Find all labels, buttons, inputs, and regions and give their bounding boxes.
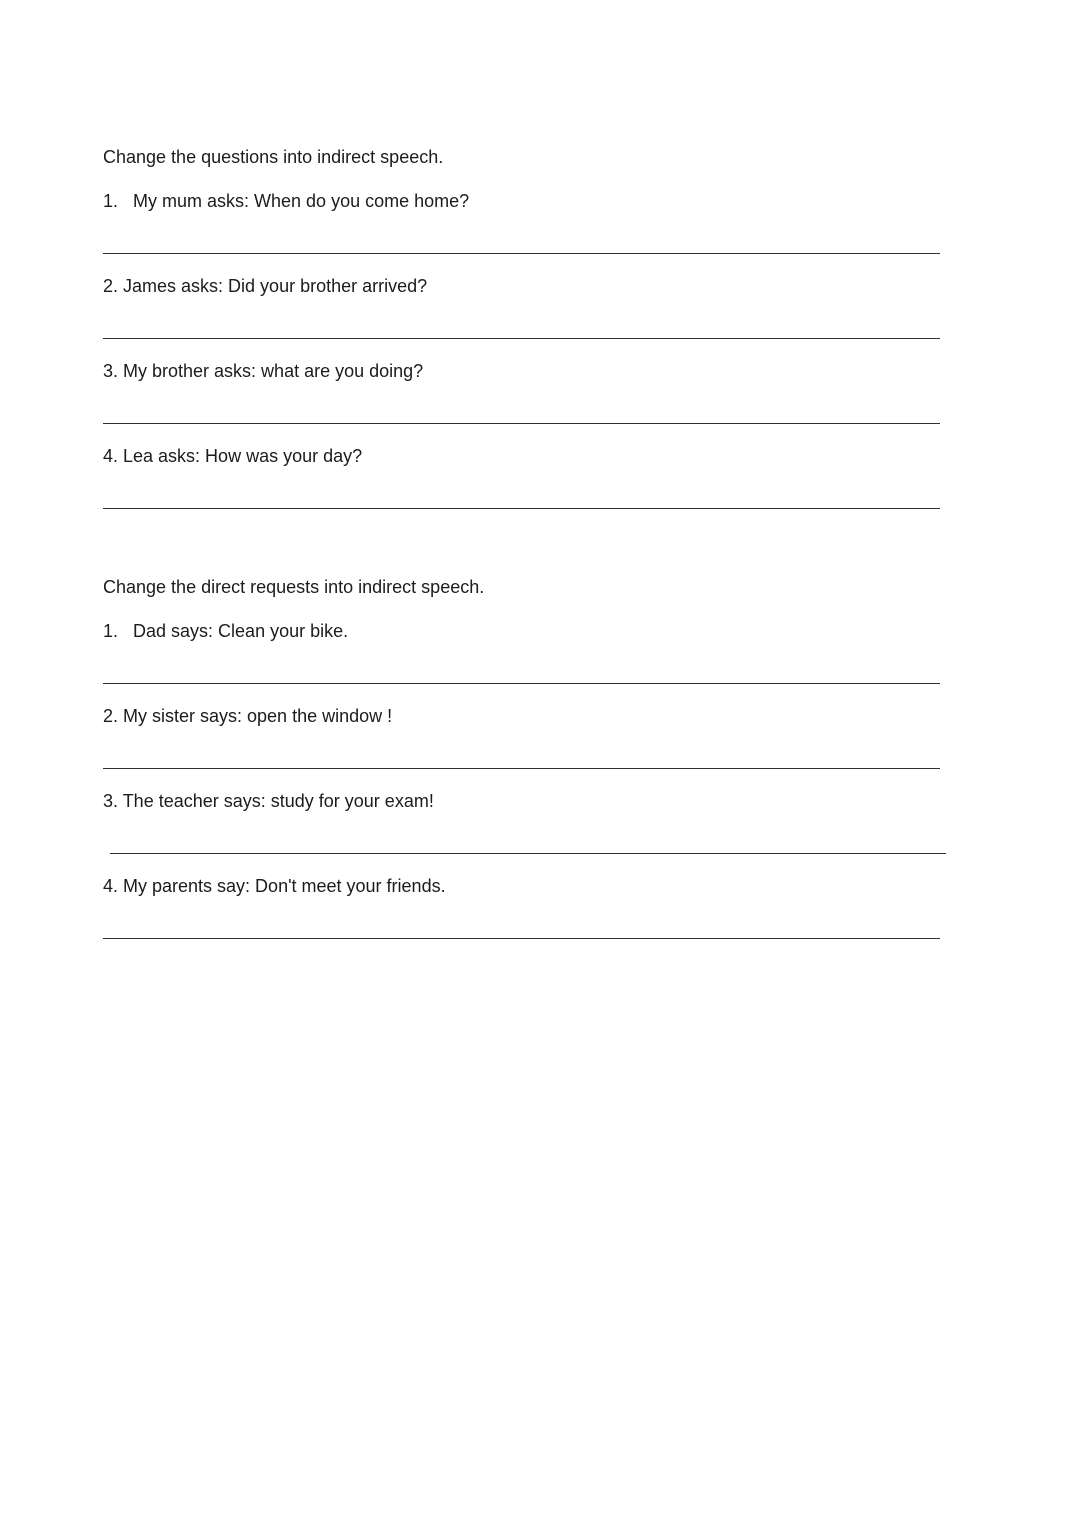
answer-line xyxy=(103,508,940,509)
question-item xyxy=(103,360,940,424)
question-text: 2. My sister says: open the window ! xyxy=(103,706,393,726)
section-questions xyxy=(103,146,940,509)
question-item xyxy=(103,275,940,339)
answer-line xyxy=(103,683,940,684)
worksheet-content xyxy=(103,0,940,939)
question-item xyxy=(103,705,940,769)
question-text: 1. My mum asks: When do you come home? xyxy=(103,191,470,211)
answer-line xyxy=(103,253,940,254)
question-item xyxy=(103,445,940,509)
question-text: 4. Lea asks: How was your day? xyxy=(103,446,363,466)
section-requests xyxy=(103,576,940,939)
question-item xyxy=(103,790,940,854)
question-text: 2. James asks: Did your brother arrived? xyxy=(103,276,428,296)
question-item xyxy=(103,620,940,684)
answer-line xyxy=(103,768,940,769)
answer-line xyxy=(110,853,946,854)
question-item xyxy=(103,875,940,939)
question-text: 3. My brother asks: what are you doing? xyxy=(103,361,424,381)
answer-line xyxy=(103,423,940,424)
question-text: 1. Dad says: Clean your bike. xyxy=(103,621,349,641)
answer-line xyxy=(103,938,940,939)
section-instruction: Change the direct requests into indirect speech. xyxy=(103,577,485,597)
question-item xyxy=(103,190,940,254)
answer-line xyxy=(103,338,940,339)
question-text: 3. The teacher says: study for your exam! xyxy=(103,791,434,811)
section-instruction: Change the questions into indirect speech. xyxy=(103,147,444,167)
question-text: 4. My parents say: Don't meet your friends. xyxy=(103,876,446,896)
